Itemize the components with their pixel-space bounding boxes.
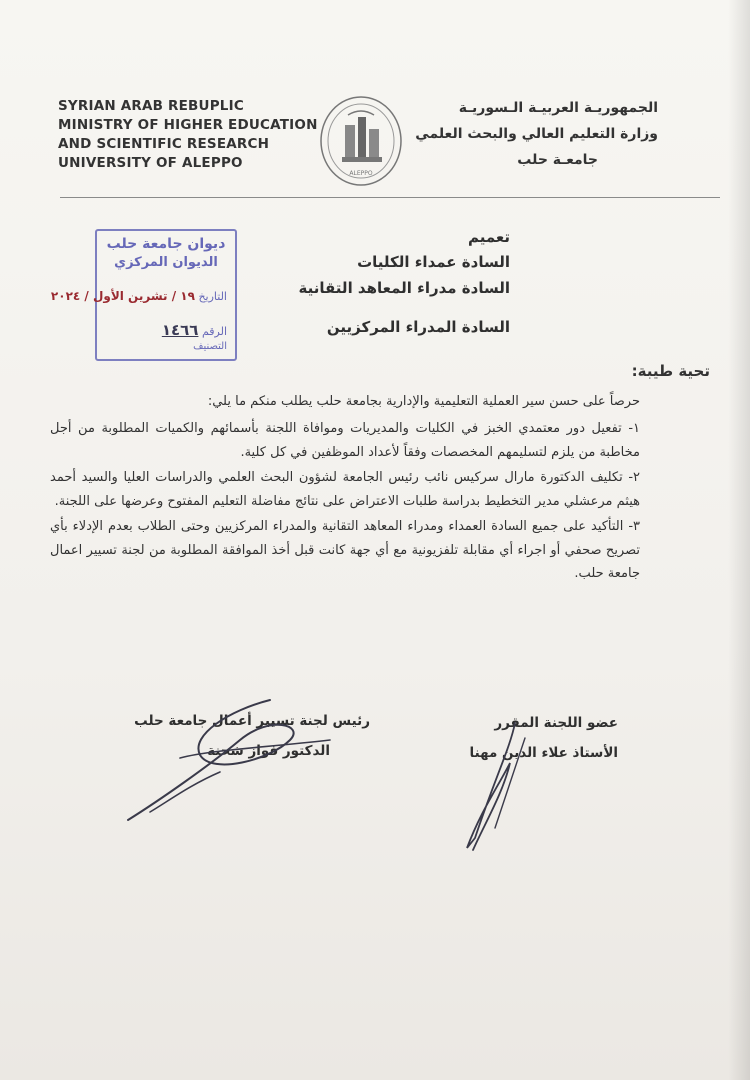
circular-title: تعميم — [467, 228, 510, 246]
chair-role: رئيس لجنة تسيير أعمال جامعة حلب — [134, 713, 370, 729]
stamp-number — [162, 321, 227, 339]
registry-stamp — [50, 229, 237, 361]
signature-block-member — [418, 708, 618, 768]
member-role: عضو اللجنة المقرر — [494, 715, 618, 731]
stamp-date — [51, 289, 227, 303]
ministry-en: MINISTRY OF HIGHER EDUCATION — [58, 117, 318, 133]
stamp-title: ديوان جامعة حلب — [106, 236, 226, 252]
addressees-block — [299, 225, 510, 340]
letterhead-english — [58, 97, 318, 173]
ministry-ar: وزارة التعليم العالي والبحث العلمي — [415, 126, 658, 142]
country-ar: الجمهوريـة العربيـة الـسوريـة — [458, 100, 658, 116]
greeting: تحية طيبة: — [631, 362, 710, 380]
signature-block-chair — [130, 706, 370, 766]
stamp-date-label: التاريخ — [198, 290, 227, 303]
stamp-subtitle: الديوان المركزي — [114, 255, 218, 270]
stamp-number-value: ١٤٦٦ — [161, 321, 199, 339]
letter-body — [50, 360, 710, 588]
member-name: الأستاذ علاء الدين مهنا — [469, 745, 618, 761]
stamp-date-value: ١٩ / تشرين الأول / ٢٠٢٤ — [50, 289, 195, 303]
directive-item-3: ٣- التأكيد على جميع السادة العمداء ومدراء المعاهد التقانية والمدراء المركزيين وحتى الطلاب بعدم الإدلاء بأي تصريح صحفي أو اجراء أي مقابلة تلفزيونية مع أي جهة كانت قبل أخذ الموافقة المطلوبة من لجنة تسيير اعمال جامعة حلب. — [50, 519, 640, 581]
chair-name: الدكتور فواز شحنة — [207, 743, 330, 759]
stamp-classification-label: التصنيف — [193, 341, 227, 352]
intro-paragraph: حرصاً على حسن سير العملية التعليمية والإدارية بجامعة حلب يطلب منكم ما يلي: — [207, 393, 640, 409]
addressee-deans: السادة عمداء الكليات — [357, 253, 510, 271]
addressee-central-directors: السادة المدراء المركزيين — [326, 318, 510, 336]
svg-text:ALEPPO: ALEPPO — [349, 170, 373, 177]
page-edge-shadow — [728, 0, 750, 1080]
letterhead-arabic — [398, 95, 658, 173]
directive-item-2: ٢- تكليف الدكتورة مارال سركيس نائب رئيس الجامعة لشؤون البحث العلمي والدراسات العليا والسيد أحمد هيثم مرعشلي مدير التخطيط بدراسة طلبات الاعتراض على نتائج مفاضلة التعليم المفتوح وعرضها على اللجنة. — [50, 470, 640, 509]
country-en: SYRIAN ARAB REBUPLIC — [58, 98, 244, 114]
stamp-number-label: الرقم — [201, 325, 227, 338]
directive-item-1: ١- تفعيل دور معتمدي الخبز في الكليات والمديريات وموافاة اللجنة بأسمائهم والكميات المطلوبة من أجل مخاطبة من يلزم لتسليمهم المخصصات وفقاً لأعداد الموظفين في كل كلية. — [50, 421, 640, 460]
university-ar: جامعـة حلب — [517, 152, 598, 168]
ministry-en-2: AND SCIENTIFIC RESEARCH — [58, 136, 270, 152]
university-en: UNIVERSITY OF ALEPPO — [58, 155, 243, 171]
addressee-institutes: السادة مدراء المعاهد التقانية — [298, 279, 510, 297]
header-divider — [60, 197, 720, 198]
university-seal-emblem — [318, 95, 404, 187]
